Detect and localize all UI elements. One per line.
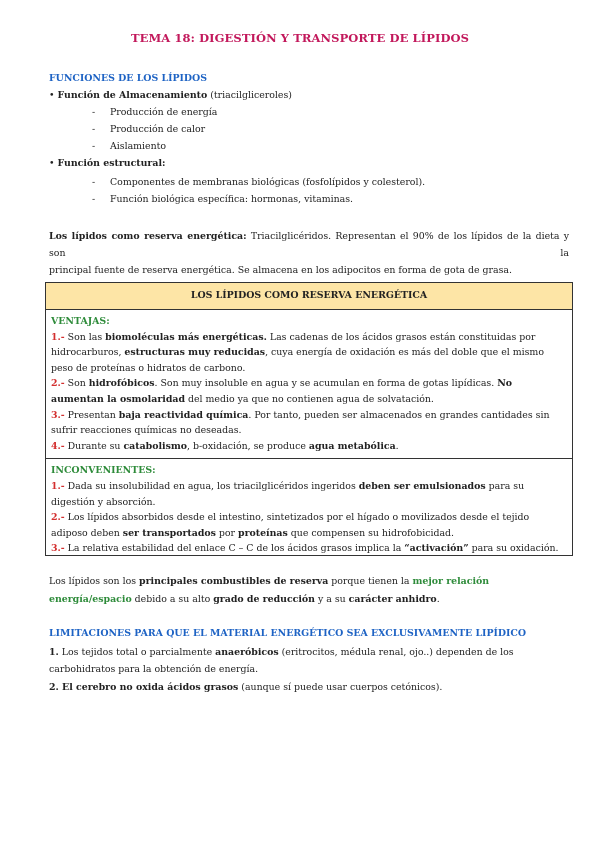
bold-text: hidrofóbicos [88,378,155,390]
text: porque tienen la [328,576,413,587]
text: (eritrocitos, médula renal, ojo..) dependen de los carbohidratos para la obtención de energía. [49,647,514,675]
bold-text: catabolismo [123,440,188,452]
item-number: 3.- [51,409,65,421]
bold-text: No aumentan la osmolaridad [51,378,513,405]
text: Los tejidos total o parcialmente [58,647,216,658]
list-item [51,439,566,455]
combustibles-paragraph [49,573,569,608]
reserva-text-2: principal fuente de reserva energética. Se almacena en los adipocitos en forma de gota de grasa. [49,265,512,276]
item-number: 1.- [51,331,65,343]
list-item [51,541,566,557]
bold-text: ser transportados [122,527,216,539]
estructural-line [49,157,165,172]
dash: - [92,177,96,188]
almacenamiento-note: (triacilgliceroles) [207,90,292,101]
estructural-label: Función estructural: [57,158,166,169]
bold-text: 2. El cerebro no oxida ácidos grasos [49,682,239,693]
almacenamiento-label: Función de Almacenamiento [57,90,208,101]
bold-text: principales combustibles de reserva [139,576,329,587]
limitaciones-heading: LIMITACIONES PARA QUE EL MATERIAL ENERGÉTICO SEA EXCLUSIVAMENTE LIPÍDICO [49,628,527,639]
text: Presentan [64,409,119,421]
box-header: LOS LÍPIDOS COMO RESERVA ENERGÉTICA [46,283,572,310]
text: Durante su [64,440,124,452]
text: Los lípidos absorbidos desde el intestino, sintetizados por el hígado o movilizados desde el tejido adiposo deben [51,512,530,539]
text: Las cadenas de los ácidos grasos están constituidas por hidrocarburos, [51,331,536,359]
bullet: • [49,158,55,169]
text: que compensen su hidrofobicidad. [287,527,455,539]
inconvenientes-section [46,459,572,561]
reserva-lead: Los lípidos como reserva energética: [49,231,247,242]
list-item [51,330,566,377]
text: Los lípidos son los [49,576,140,587]
bold-text: “activación” [404,543,469,555]
text: Dada su insolubilidad en agua, los triacilglicéridos ingeridos [64,480,359,492]
limitaciones-item-1 [49,644,569,678]
text: La relativa estabilidad del enlace C – C de los ácidos grasos implica la [64,543,405,555]
item-number: 2.- [51,512,65,524]
text: y a su [315,593,349,605]
almacenamiento-line [49,89,292,104]
bold-text: baja reactividad química [118,409,249,421]
ventajas-list [51,330,566,455]
reserva-paragraph [49,228,569,279]
page-title: TEMA 18: DIGESTIÓN Y TRANSPORTE DE LÍPIDOS [130,31,470,45]
bold-text: grado de reducción [213,593,315,605]
ventajas-section [46,310,572,458]
text: por [215,527,239,539]
text: . [395,440,399,452]
highlight-text: mejor relación energía/espacio [49,576,490,605]
item-number: 4.- [51,440,65,452]
text: Son [64,378,89,390]
text: debido a su alto [131,593,214,605]
list-item: Función biológica específica: hormonas, vitaminas. [110,194,354,205]
bold-text: estructuras muy reducidas [124,347,266,359]
reserva-text-1: Triacilglicéridos. Representan el 90% de los lípidos de la dieta y son la [49,231,570,259]
item-number: 1. [49,647,59,658]
bold-text: agua metabólica [308,440,396,452]
list-item [51,510,566,541]
inconvenientes-title: INCONVENIENTES: [51,465,156,477]
text: . Son muy insoluble en agua y se acumulan en forma de gotas lipídicas. [154,378,498,390]
bold-text: deben ser emulsionados [358,480,486,492]
dash: - [92,107,96,118]
bold-text: biomoléculas más energéticas. [105,331,267,343]
text: (aunque sí puede usar cuerpos cetónicos). [238,682,443,693]
list-item: Aislamiento [110,141,167,152]
list-item: Componentes de membranas biológicas (fosfolípidos y colesterol). [110,177,426,188]
bold-text: anaeróbicos [215,647,279,658]
text: Son las [64,331,106,343]
dash: - [92,141,96,152]
item-number: 1.- [51,480,65,492]
bold-text: proteínas [238,527,288,539]
text: , b-oxidación, se produce [187,440,309,452]
text: , cuya energía de oxidación es más del doble que el mismo peso de proteínas o hidratos de carbono. [51,347,544,374]
item-number: 3.- [51,543,65,555]
text: del medio ya que no contienen agua de solvatación. [185,393,434,405]
text: . Por tanto, pueden ser almacenados en grandes cantidades sin sufrir reacciones químicas no deseadas. [51,409,550,437]
dash: - [92,124,96,135]
bullet: • [49,90,55,101]
inconvenientes-list [51,479,566,557]
bold-text: carácter anhidro [348,593,437,605]
text: para su digestión y absorción. [51,480,525,508]
item-number: 2.- [51,378,65,390]
list-item: Producción de energía [110,107,218,118]
funciones-heading: FUNCIONES DE LOS LÍPIDOS [49,73,207,84]
ventajas-title: VENTAJAS: [51,316,110,327]
list-item [51,376,566,407]
list-item [51,408,566,439]
dash: - [92,194,96,205]
list-item [51,479,566,510]
reserva-box [45,282,573,556]
text: para su oxidación. [468,543,559,555]
text: . [436,593,440,605]
list-item: Producción de calor [110,124,206,135]
limitaciones-item-2 [49,679,569,696]
